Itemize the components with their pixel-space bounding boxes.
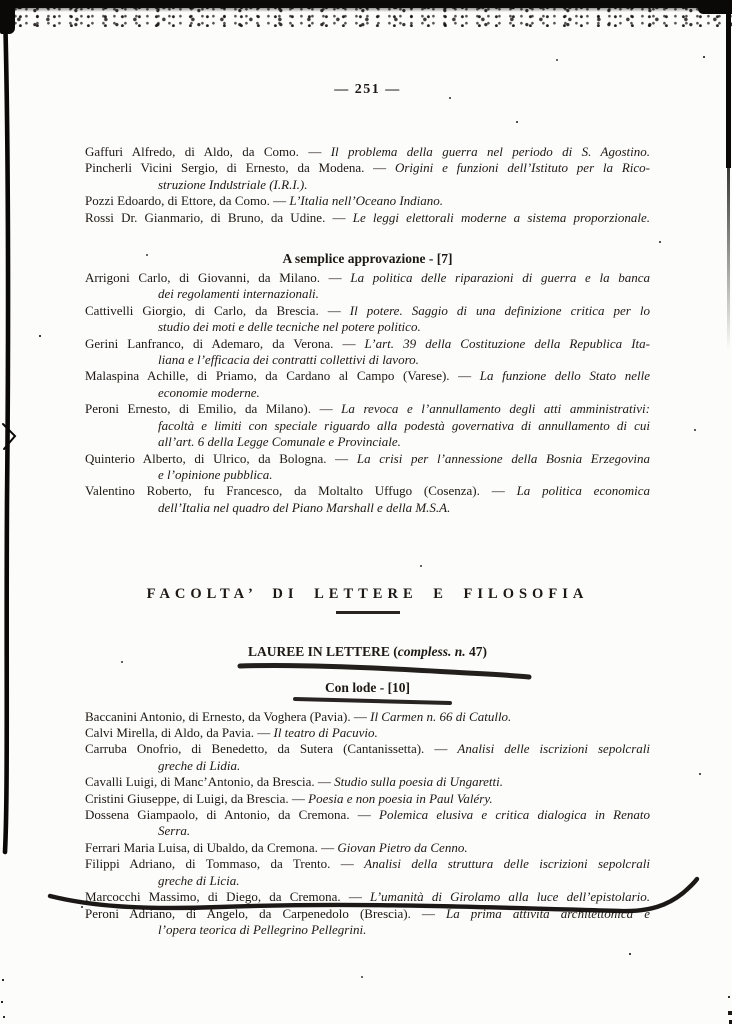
thesis-title-text: greche di Licia.	[158, 872, 240, 888]
heading-rule	[336, 611, 400, 614]
entry-line	[85, 823, 650, 839]
entry-line	[85, 840, 650, 856]
thesis-entry	[85, 856, 650, 889]
scan-corner-top-left	[0, 0, 15, 34]
candidate-name-text: Malaspina Achille, di Priamo, da Cardano al Campo (Varese). —	[85, 368, 480, 384]
entry-line	[85, 177, 650, 193]
thesis-entry	[85, 401, 650, 450]
thesis-entry	[85, 210, 650, 226]
thesis-entry	[85, 483, 650, 516]
candidate-name-text: Gerini Lanfranco, di Ademaro, da Verona. —	[85, 335, 365, 351]
entry-line	[85, 352, 650, 368]
candidate-name-text: Dossena Giampaolo, di Antonio, da Cremona. —	[85, 807, 380, 823]
thesis-title-text: Le leggi elettorali moderne a sistema proporzionale.	[352, 209, 650, 225]
thesis-title-text: Il teatro di Pacuvio.	[273, 725, 378, 741]
thesis-entry	[85, 368, 650, 401]
thesis-entry	[85, 451, 650, 484]
thesis-title-text: Analisi della struttura delle iscrizioni sepolcrali	[364, 856, 650, 872]
entry-line	[85, 791, 650, 807]
thesis-title-text: Giovan Pietro da Cenno.	[337, 839, 468, 855]
candidate-name-text: Pozzi Edoardo, di Ettore, da Como. —	[85, 193, 290, 209]
thesis-list-top	[85, 144, 650, 226]
entry-line	[85, 434, 650, 450]
candidate-name-text: Ferrari Maria Luisa, di Ubaldo, da Cremona. —	[85, 839, 338, 855]
entry-line	[85, 385, 650, 401]
entry-line	[85, 319, 650, 335]
scan-left-notch	[3, 424, 15, 449]
entry-line	[85, 741, 650, 757]
thesis-entry	[85, 160, 650, 193]
entry-line	[85, 270, 650, 286]
thesis-title-text: Analisi delle iscrizioni sepolcrali	[457, 741, 650, 757]
scan-edge-left-line	[5, 11, 8, 852]
entry-line	[85, 709, 650, 725]
degree-heading-post: 47)	[465, 643, 487, 659]
thesis-list-approvazione	[85, 270, 650, 516]
thesis-entry	[85, 709, 650, 725]
entry-line	[85, 144, 650, 160]
entry-line	[85, 303, 650, 319]
faculty-heading: FACOLTA’ DI LETTERE E FILOSOFIA	[146, 586, 589, 603]
thesis-title-text: L’umanità di Girolamo alla luce dell’epistolario.	[369, 889, 650, 905]
entry-line	[85, 160, 650, 176]
entry-line	[85, 889, 650, 905]
candidate-name-text: Gaffuri Alfredo, di Aldo, da Como. —	[85, 144, 331, 159]
thesis-entry	[85, 840, 650, 856]
thesis-title-text: l’opera teorica di Pellegrino Pellegrini.	[158, 921, 367, 937]
thesis-title-text: dei regolamenti internazionali.	[158, 286, 319, 302]
entry-line	[85, 807, 650, 823]
candidate-name-text: Calvi Mirella, di Aldo, da Pavia. —	[85, 725, 274, 741]
thesis-entry	[85, 889, 650, 905]
thesis-title-text: e l’opinione pubblica.	[158, 466, 273, 482]
thesis-title-text: greche di Lidia.	[158, 757, 241, 773]
degree-heading-pre: LAUREE IN LETTERE (	[248, 643, 398, 659]
page-number: — 251 —	[334, 82, 401, 97]
thesis-title-text: Poesia e non poesia in Paul Valéry.	[308, 790, 493, 806]
thesis-entry	[85, 774, 650, 790]
thesis-title-text: Il potere. Saggio di una definizione critica per lo	[349, 302, 650, 318]
thesis-entry	[85, 270, 650, 303]
thesis-title-text: facoltà e limiti con speciale riguardo alla podestà governativa di annullamento di cui	[158, 417, 650, 433]
thesis-entry	[85, 144, 650, 160]
thesis-entry	[85, 906, 650, 939]
candidate-name-text: Marcocchi Massimo, di Diego, da Cremona. —	[85, 889, 370, 905]
entry-line	[85, 467, 650, 483]
candidate-name-text: Cattivelli Giorgio, di Carlo, da Brescia. —	[85, 302, 350, 318]
candidate-name-text: Pincherli Vicini Sergio, di Ernesto, da Modena. —	[85, 160, 395, 176]
thesis-title-text: Il Carmen n. 66 di Catullo.	[370, 708, 512, 724]
degree-heading-italic: compless. n.	[397, 643, 466, 659]
section-heading-approvazione: A semplice approvazione - [7]	[282, 251, 453, 267]
page-content	[85, 0, 650, 938]
thesis-title-text: studio dei moti e delle tecniche nel potere politico.	[158, 319, 421, 335]
thesis-title-text: Origini e funzioni dell’Istituto per la Rico-	[394, 160, 650, 176]
thesis-entry	[85, 193, 650, 209]
candidate-name-text: Arrigoni Carlo, di Giovanni, da Milano. —	[85, 270, 351, 286]
thesis-entry	[85, 741, 650, 774]
thesis-title-text: L’art. 39 della Costituzione della Republica Ita-	[364, 335, 650, 351]
candidate-name-text: Filippi Adriano, di Tommaso, da Trento. —	[85, 856, 365, 872]
thesis-entry	[85, 725, 650, 741]
candidate-name-text: Carruba Onofrio, di Benedetto, da Sutera (Cantanissetta). —	[85, 741, 458, 757]
thesis-title-text: La crisi per l’annessione della Bosnia Erzegovina	[356, 450, 651, 466]
entry-line	[85, 210, 650, 226]
thesis-entry	[85, 791, 650, 807]
entry-line	[85, 451, 650, 467]
thesis-entry	[85, 807, 650, 840]
entry-line	[85, 922, 650, 938]
entry-line	[85, 725, 650, 741]
entry-line	[85, 368, 650, 384]
scan-edge-right	[726, 0, 731, 168]
entry-line	[85, 193, 650, 209]
candidate-name-text: Quinterio Alberto, di Ulrico, da Bologna. —	[85, 450, 357, 466]
candidate-name-text: Peroni Adriano, di Angelo, da Carpenedolo (Brescia). —	[85, 905, 446, 921]
entry-line	[85, 418, 650, 434]
thesis-title-text: economie moderne.	[158, 384, 260, 400]
thesis-title-text: Il problema della guerra nel periodo di S. Agostino.	[330, 144, 650, 159]
entry-line	[85, 873, 650, 889]
candidate-name-text: Valentino Roberto, fu Francesco, da Moltalto Uffugo (Cosenza). —	[85, 483, 517, 499]
thesis-title-text: struzione Industriale (I.R.I.).	[158, 176, 308, 192]
candidate-name-text: Cristini Giuseppe, di Luigi, da Brescia. —	[85, 790, 309, 806]
entry-line	[85, 500, 650, 516]
thesis-title-text: Studio sulla poesia di Ungaretti.	[334, 774, 504, 790]
entry-line	[85, 483, 650, 499]
entry-line	[85, 758, 650, 774]
candidate-name-text: Rossi Dr. Gianmario, di Bruno, da Udine. —	[85, 209, 353, 225]
candidate-name-text: Peroni Ernesto, di Emilio, da Milano). —	[85, 401, 342, 417]
thesis-entry	[85, 303, 650, 336]
thesis-title-text: La funzione dello Stato nelle	[479, 368, 650, 384]
entry-line	[85, 906, 650, 922]
candidate-name-text: Cavalli Luigi, di Manc’Antonio, da Brescia. —	[85, 774, 335, 790]
thesis-title-text: La politica economica	[516, 483, 650, 499]
thesis-title-text: liana e l’efficacia dei contratti collettivi di lavoro.	[158, 352, 419, 368]
candidate-name-text: Baccanini Antonio, di Ernesto, da Voghera (Pavia). —	[85, 708, 371, 724]
scan-dust-specks	[0, 0, 2, 2]
entry-line	[85, 336, 650, 352]
con-lode-heading: Con lode - [10]	[324, 679, 411, 695]
thesis-title-text: Serra.	[158, 823, 191, 839]
thesis-title-text: La revoca e l’annullamento degli atti amministrativi:	[341, 401, 650, 417]
thesis-title-text: L’Italia nell’Oceano Indiano.	[289, 193, 444, 209]
entry-line	[85, 856, 650, 872]
degree-heading	[85, 643, 650, 660]
thesis-title-text: La politica delle riparazioni di guerra e la banca	[350, 270, 650, 286]
thesis-title-text: dell’Italia nel quadro del Piano Marshall e della M.S.A.	[158, 499, 451, 515]
thesis-title-text: Polemica elusiva e critica dialogica in Renato	[379, 807, 650, 823]
scan-edge-right-fade	[727, 160, 730, 350]
entry-line	[85, 401, 650, 417]
thesis-list-con-lode	[85, 709, 650, 939]
thesis-title-text: La prima attività architettonica e	[445, 905, 650, 921]
thesis-title-text: all’art. 6 della Legge Comunale e Provinciale.	[158, 434, 401, 450]
thesis-entry	[85, 336, 650, 369]
entry-line	[85, 774, 650, 790]
entry-line	[85, 286, 650, 302]
